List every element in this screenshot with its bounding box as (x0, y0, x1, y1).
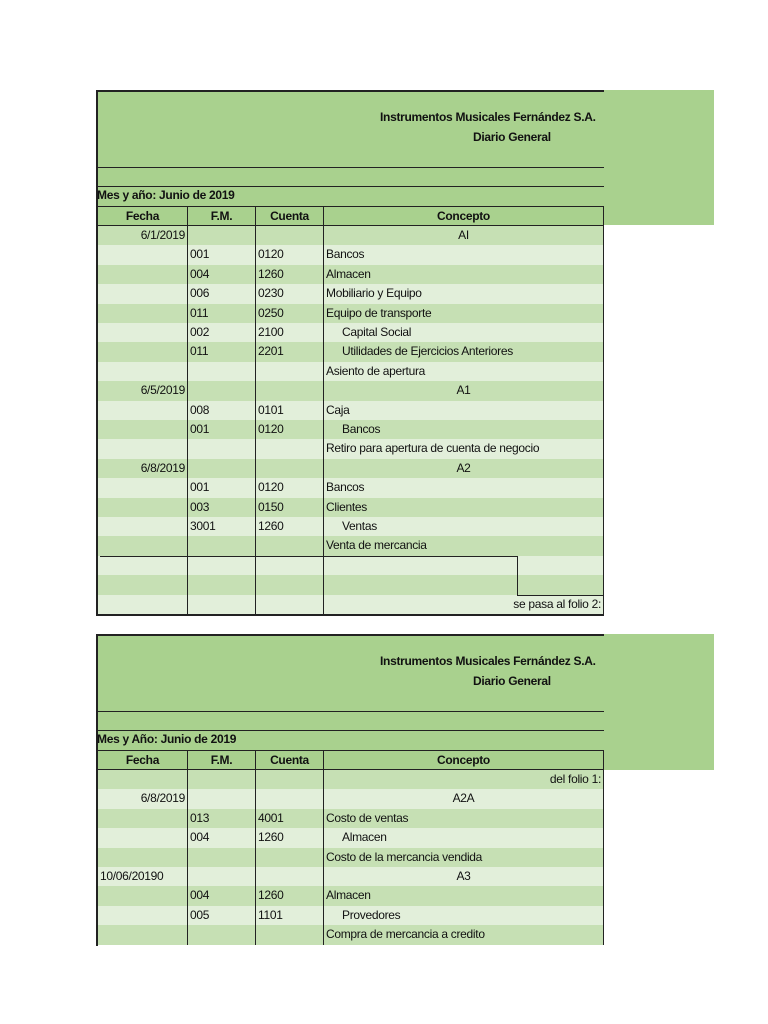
cell-cuenta (255, 925, 323, 944)
total-rule (517, 595, 604, 596)
cell-concepto: Ventas (323, 517, 604, 536)
table-row (96, 536, 604, 555)
cell-fm: 011 (187, 304, 255, 323)
header-rule (96, 186, 604, 187)
table-row (96, 595, 604, 614)
cell-concepto: se pasa al folio 2: (323, 595, 604, 614)
column-header-concepto: Concepto (323, 207, 604, 225)
cell-fm: 004 (187, 828, 255, 847)
table-row (96, 284, 604, 303)
cell-fecha (96, 770, 187, 789)
cell-fecha (96, 498, 187, 517)
cell-concepto: Bancos (323, 478, 604, 497)
cell-cuenta: 0120 (255, 420, 323, 439)
cell-fm (187, 867, 255, 886)
cell-concepto: Caja (323, 401, 604, 420)
cell-fm (187, 226, 255, 245)
cell-concepto: Asiento de apertura (323, 362, 604, 381)
cell-fm (187, 381, 255, 400)
cell-fecha (96, 284, 187, 303)
column-header-row (96, 206, 604, 226)
cell-cuenta (255, 536, 323, 555)
cell-fecha (96, 401, 187, 420)
cell-fecha (96, 828, 187, 847)
cell-fm: 006 (187, 284, 255, 303)
company-name: Instrumentos Musicales Fernández S.A. (380, 654, 596, 668)
cell-cuenta (255, 556, 323, 575)
cell-fecha (96, 556, 187, 575)
cell-fm: 011 (187, 342, 255, 361)
cell-fecha (96, 439, 187, 458)
cell-concepto: del folio 1: (323, 770, 604, 789)
cell-cuenta: 4001 (255, 809, 323, 828)
cell-fm (187, 770, 255, 789)
cell-concepto: Provedores (323, 906, 604, 925)
cell-concepto: AI (323, 226, 604, 245)
cell-fm (187, 459, 255, 478)
cell-fm: 013 (187, 809, 255, 828)
page-bottom-rule (96, 614, 604, 616)
cell-concepto: Venta de mercancia (323, 536, 604, 555)
period-label: Mes y año: Junio de 2019 (97, 188, 235, 202)
table-row (96, 459, 604, 478)
table-row (96, 789, 604, 808)
cell-fecha (96, 304, 187, 323)
cell-fecha (96, 517, 187, 536)
cell-cuenta (255, 770, 323, 789)
cell-concepto: Capital Social (323, 323, 604, 342)
cell-fecha (96, 420, 187, 439)
column-header-fecha: Fecha (96, 207, 187, 225)
header-rule (96, 711, 604, 712)
table-row (96, 304, 604, 323)
cell-concepto: Clientes (323, 498, 604, 517)
cell-fecha (96, 536, 187, 555)
cell-cuenta (255, 848, 323, 867)
total-rule (517, 556, 518, 595)
cell-fm: 008 (187, 401, 255, 420)
cell-cuenta: 1260 (255, 265, 323, 284)
period-label: Mes y Año: Junio de 2019 (97, 732, 237, 746)
cell-fecha (96, 925, 187, 944)
cell-concepto: Retiro para apertura de cuenta de negocio (323, 439, 604, 458)
cell-cuenta (255, 439, 323, 458)
cell-concepto: Utilidades de Ejercicios Anteriores (323, 342, 604, 361)
cell-fm (187, 925, 255, 944)
cell-cuenta (255, 226, 323, 245)
table-row (96, 478, 604, 497)
cell-cuenta (255, 789, 323, 808)
cell-fm: 3001 (187, 517, 255, 536)
cell-fm (187, 439, 255, 458)
cell-cuenta: 0230 (255, 284, 323, 303)
cell-fecha: 6/8/2019 (96, 789, 187, 808)
column-header-concepto: Concepto (323, 751, 604, 769)
cell-cuenta: 1101 (255, 906, 323, 925)
column-header-fm: F.M. (187, 207, 255, 225)
cell-concepto: Almacen (323, 886, 604, 905)
cell-concepto: A2A (323, 789, 604, 808)
table-row (96, 556, 604, 575)
cell-concepto: Almacen (323, 828, 604, 847)
cell-concepto: Mobiliario y Equipo (323, 284, 604, 303)
table-row (96, 906, 604, 925)
cell-cuenta: 0150 (255, 498, 323, 517)
cell-concepto: Costo de la mercancia vendida (323, 848, 604, 867)
cell-fm (187, 556, 255, 575)
cell-fm (187, 789, 255, 808)
cell-fecha: 6/1/2019 (96, 226, 187, 245)
cell-fecha (96, 362, 187, 381)
table-row (96, 848, 604, 867)
cell-cuenta: 2201 (255, 342, 323, 361)
cell-concepto: Almacen (323, 265, 604, 284)
table-row (96, 828, 604, 847)
table-row (96, 439, 604, 458)
cell-cuenta: 1260 (255, 517, 323, 536)
cell-cuenta: 0250 (255, 304, 323, 323)
table-row (96, 420, 604, 439)
header-rule (96, 167, 604, 168)
cell-fm (187, 848, 255, 867)
total-rule (100, 556, 518, 557)
column-header-fm: F.M. (187, 751, 255, 769)
cell-cuenta: 2100 (255, 323, 323, 342)
cell-concepto (323, 556, 604, 575)
cell-cuenta (255, 575, 323, 594)
cell-cuenta (255, 595, 323, 614)
cell-cuenta (255, 867, 323, 886)
table-row (96, 770, 604, 789)
column-header-cuenta: Cuenta (255, 207, 323, 225)
table-row (96, 809, 604, 828)
cell-fecha (96, 265, 187, 284)
cell-fm (187, 362, 255, 381)
cell-cuenta: 0120 (255, 478, 323, 497)
cell-concepto: Bancos (323, 420, 604, 439)
cell-fm: 001 (187, 420, 255, 439)
cell-cuenta: 0101 (255, 401, 323, 420)
table-row (96, 925, 604, 944)
table-row (96, 323, 604, 342)
table-row (96, 517, 604, 536)
cell-fecha: 10/06/20190 (96, 867, 187, 886)
cell-fm: 005 (187, 906, 255, 925)
table-row (96, 245, 604, 264)
cell-fecha (96, 906, 187, 925)
table-row (96, 498, 604, 517)
cell-fm: 002 (187, 323, 255, 342)
header-rule (96, 730, 604, 731)
cell-fecha (96, 848, 187, 867)
cell-fecha: 6/8/2019 (96, 459, 187, 478)
table-row (96, 265, 604, 284)
cell-concepto: Costo de ventas (323, 809, 604, 828)
cell-cuenta: 0120 (255, 245, 323, 264)
cell-fm (187, 575, 255, 594)
column-header-row (96, 750, 604, 770)
cell-fecha (96, 245, 187, 264)
cell-fm: 004 (187, 265, 255, 284)
cell-fm (187, 595, 255, 614)
cell-concepto: A2 (323, 459, 604, 478)
column-header-fecha: Fecha (96, 751, 187, 769)
cell-cuenta (255, 459, 323, 478)
cell-fm: 001 (187, 478, 255, 497)
table-row (96, 886, 604, 905)
cell-cuenta: 1260 (255, 886, 323, 905)
table-row (96, 867, 604, 886)
cell-cuenta (255, 362, 323, 381)
cell-fecha (96, 342, 187, 361)
journal-title: Diario General (473, 674, 551, 688)
cell-fecha (96, 595, 187, 614)
cell-concepto: Equipo de transporte (323, 304, 604, 323)
cell-fm (187, 536, 255, 555)
cell-concepto: A1 (323, 381, 604, 400)
cell-fm: 003 (187, 498, 255, 517)
table-row (96, 575, 604, 594)
cell-concepto: Bancos (323, 245, 604, 264)
cell-fecha (96, 575, 187, 594)
cell-fm: 001 (187, 245, 255, 264)
cell-cuenta: 1260 (255, 828, 323, 847)
cell-fecha (96, 478, 187, 497)
table-row (96, 342, 604, 361)
cell-concepto: Compra de mercancia a credito (323, 925, 604, 944)
table-row (96, 362, 604, 381)
cell-fm: 004 (187, 886, 255, 905)
column-header-cuenta: Cuenta (255, 751, 323, 769)
cell-fecha (96, 323, 187, 342)
table-row (96, 401, 604, 420)
table-row (96, 226, 604, 245)
cell-fecha: 6/5/2019 (96, 381, 187, 400)
cell-cuenta (255, 381, 323, 400)
cell-concepto (323, 575, 604, 594)
company-name: Instrumentos Musicales Fernández S.A. (380, 110, 596, 124)
cell-fecha (96, 886, 187, 905)
cell-fecha (96, 809, 187, 828)
table-row (96, 381, 604, 400)
journal-title: Diario General (473, 130, 551, 144)
cell-concepto: A3 (323, 867, 604, 886)
